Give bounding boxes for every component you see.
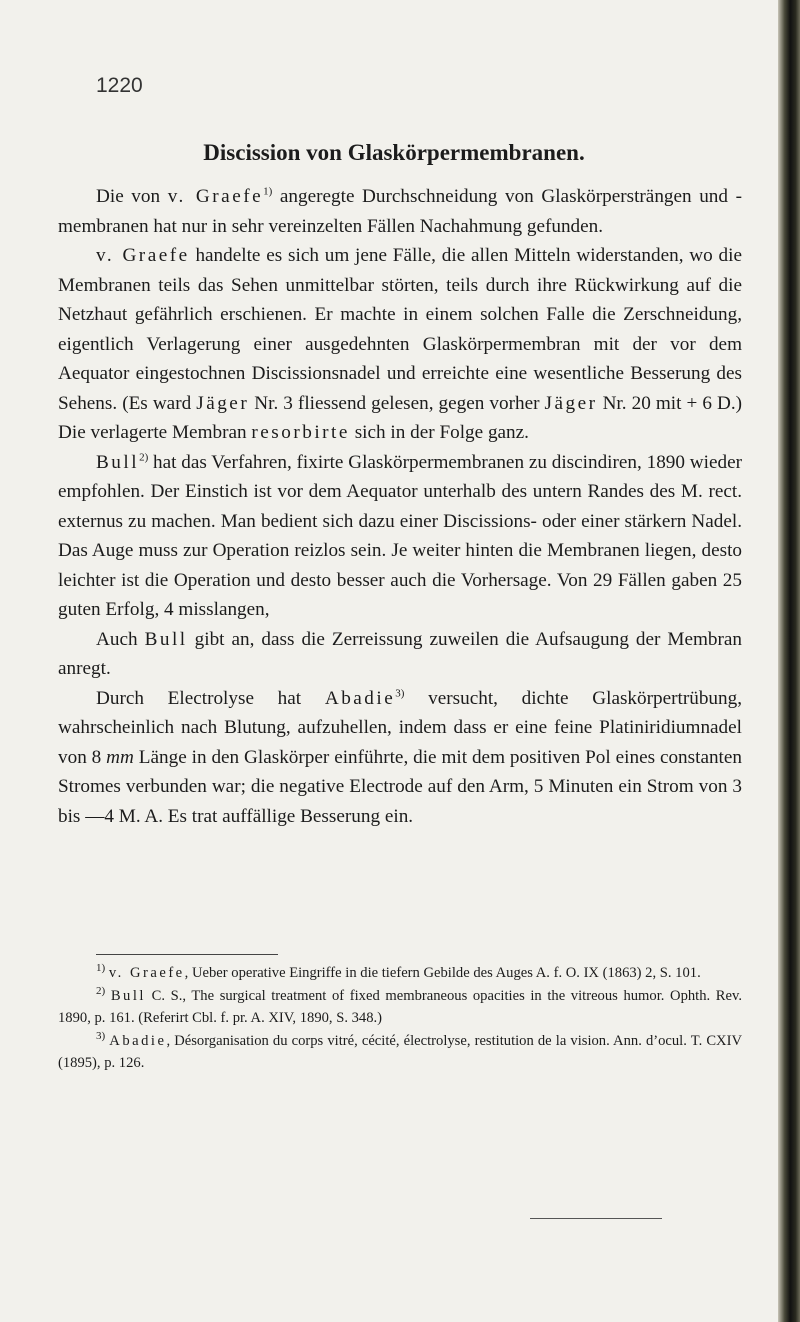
scale-name: Jäger — [196, 392, 250, 414]
footnote-text: C. S., The surgical treatment of fixed membraneous opacities in the vitreous humor. Ophth. Rev. 1890, p. 161. (Referirt Cbl. f. pr. A. XIV, 1890, S. 348.) — [58, 987, 743, 1026]
p3-text: hat das Verfahren, fixirte Glaskörpermembranen zu discindiren, 1890 wieder empfohlen. Der Einstich ist vor dem Aequator unterhalb des untern Randes des M. rect. externus zu machen. Man bedient sich dazu einer Discissions- oder einer stärkern Nadel. Das Auge muss zur Operation reizlos sein. Je weiter hinten die Membranen liegen, desto leichter ist die Operation und desto besser auch die Vorhersage. Von 29 Fällen gaben 25 guten Erfolg, 4 misslangen, — [58, 451, 742, 620]
footnote — [58, 1030, 742, 1075]
page-number: 1220 — [96, 74, 143, 97]
footnote-ref-number: 3 — [395, 687, 401, 700]
footnote — [58, 985, 742, 1030]
footnote-number: 3) — [96, 1029, 106, 1042]
author-name: Abadie — [324, 687, 396, 709]
p5-text-b: Länge in den Glaskörper einführte, die mit dem positiven Pol eines constanten Stromes verbunden war; die negative Electrode auf den Arm, 5 Minuten ein Strom von 3 bis —4 M. A. Es trat auffällige Besserung ein. — [58, 746, 742, 827]
author-name: Bull — [96, 451, 140, 473]
scale-name: Jäger — [544, 392, 598, 414]
footnote-num: 1 — [96, 962, 102, 975]
footnote-ref-number: 2 — [139, 451, 145, 464]
footnote-num: 2 — [96, 984, 102, 997]
p2-text-a: handelte es sich um jene Fälle, die allen Mitteln widerstanden, wo die Membranen teils das Sehen unmittelbar störten, teils durch ihre Rückwirkung auf die Netzhaut gefährlich erschienen. Er machte in einem solchen Falle die Zerschneidung, eigentlich Verlagerung einer ausgedehnten Glaskörpermembran mit der vor dem Aequator eingestochnen Discissionsnadel und erreichte eine wesentliche Besserung des Sehens. (Es ward — [58, 245, 742, 414]
unit: mm — [106, 746, 134, 768]
p5-text-a: versucht, dichte Glaskörpertrübung, wahrscheinlich nach Blutung, aufzuhellen, indem dass er eine feine Platiniridiumnadel von 8 — [58, 687, 742, 768]
footnote-divider — [96, 954, 278, 955]
p2-text-c: Nr. 20 mit + 6 D.) Die verlagerte Membran — [58, 392, 743, 443]
paragraph-3 — [58, 448, 742, 625]
p4-prefix: Auch — [96, 628, 145, 650]
footnote-number: 1) — [96, 962, 106, 975]
section-title: Discission von Glaskörpermembranen. — [203, 140, 585, 165]
p5-prefix: Durch Electrolyse hat — [96, 687, 325, 709]
footnote-author: Abadie — [109, 1032, 167, 1049]
footnote-text: , Ueber operative Eingriffe in die tiefern Gebilde des Auges A. f. O. IX (1863) 2, S. 101. — [184, 965, 701, 981]
p2-text-b: Nr. 3 fliessend gelesen, gegen vorher — [249, 392, 545, 414]
footnote-ref-number: 1 — [263, 185, 269, 198]
footnote-number: 2) — [96, 984, 106, 997]
author-name: Bull — [144, 628, 188, 650]
footnote-ref: 3) — [395, 687, 405, 700]
body-text — [58, 182, 742, 831]
p1-text: angeregte Durchschneidung von Glaskörpersträngen und -membranen hat nur in sehr vereinzelten Fällen Nachahmung gefunden. — [58, 186, 742, 237]
footnote-num: 3 — [96, 1029, 102, 1042]
p1-prefix: Die von — [96, 186, 168, 207]
book-binding-edge — [778, 0, 800, 1322]
footnote-author: v. Graefe — [108, 965, 185, 981]
footnote — [58, 962, 742, 985]
p4-text: gibt an, dass die Zerreissung zuweilen die Aufsaugung der Membran anregt. — [58, 628, 743, 679]
author-name: v. Graefe — [167, 186, 264, 207]
paragraph-2 — [58, 241, 742, 448]
paragraph-5 — [58, 684, 742, 832]
emphasis-word: resorbirte — [251, 422, 350, 443]
paragraph-4 — [58, 625, 742, 684]
footnotes — [58, 962, 742, 1075]
author-name: v. Graefe — [96, 245, 190, 266]
footnote-ref: 2) — [139, 451, 149, 464]
paragraph-1 — [58, 182, 742, 241]
end-rule — [530, 1218, 662, 1219]
p2-text-d: sich in der Folge ganz. — [349, 422, 529, 443]
footnote-ref: 1) — [263, 185, 273, 198]
footnote-text: , Désorganisation du corps vitré, cécité, électrolyse, restitution de la vision. Ann. d’ocul. T. CXIV (1895), p. 126. — [58, 1032, 742, 1071]
footnote-author: Bull — [110, 987, 146, 1004]
